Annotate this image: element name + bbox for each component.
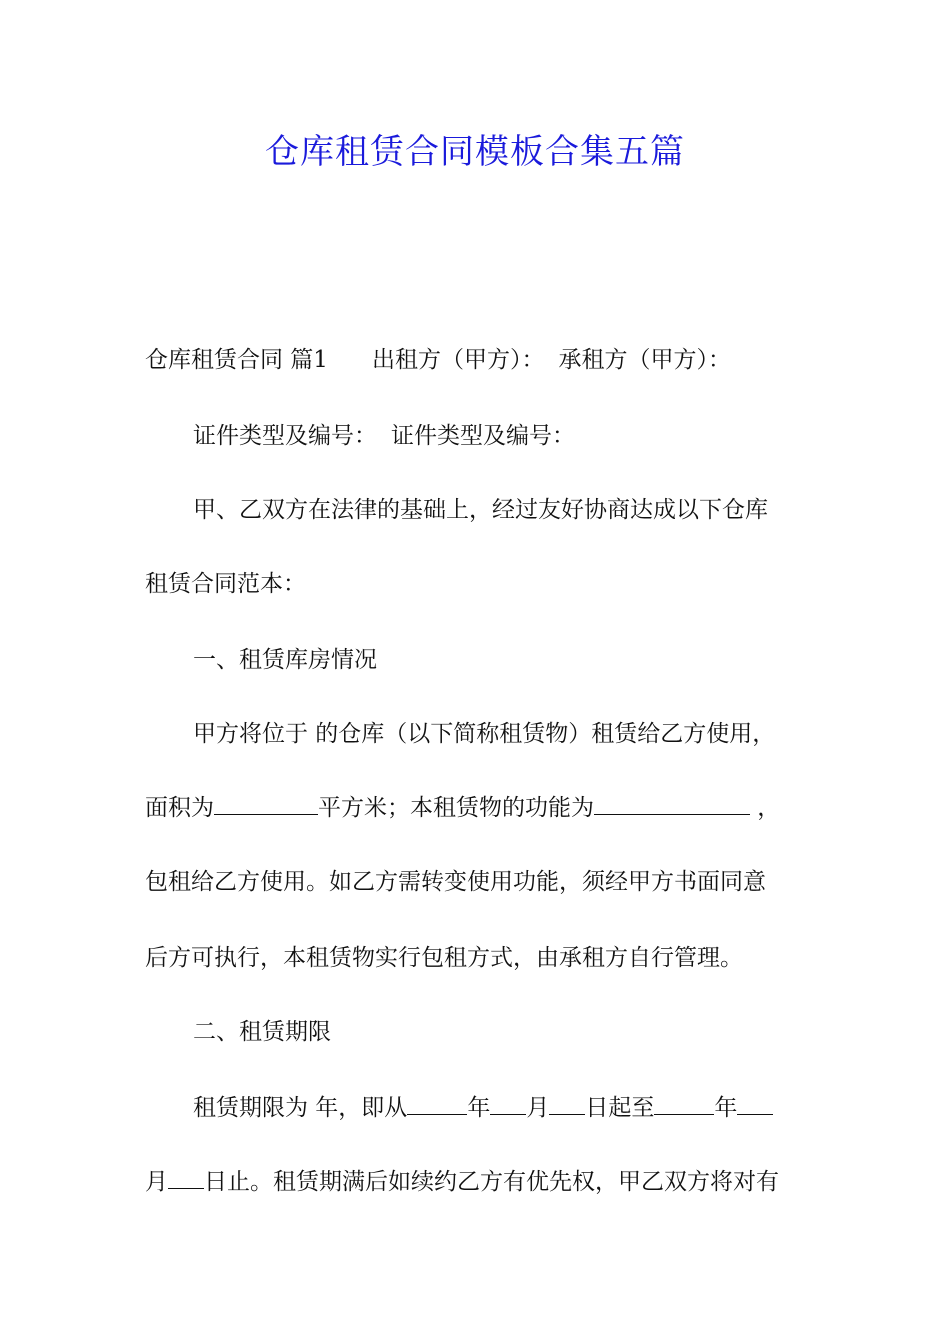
day-text-1: 日起至	[585, 1095, 655, 1121]
start-month-blank	[490, 1092, 526, 1115]
section1-line-1: 甲方将位于 的仓库（以下简称租赁物）租赁给乙方使用，	[193, 721, 776, 747]
section2-line-1	[193, 1090, 815, 1126]
area-label: 面积为	[145, 795, 214, 821]
year-text-1: 年	[467, 1095, 491, 1121]
year-text-2: 年	[714, 1095, 738, 1121]
section-heading-2: 二、租赁期限	[193, 1019, 331, 1045]
end-month-blank	[737, 1092, 773, 1115]
comma-text: ，	[750, 795, 781, 821]
intro-line-1: 甲、乙双方在法律的基础上，经过友好协商达成以下仓库	[193, 497, 768, 523]
term-label: 租赁期限为 年，即从	[193, 1095, 408, 1121]
start-year-blank	[407, 1092, 467, 1115]
section1-line-3: 包租给乙方使用。如乙方需转变使用功能，须经甲方书面同意	[145, 869, 766, 895]
document-title: 仓库租赁合同模板合集五篇	[265, 132, 685, 172]
start-day-blank	[549, 1092, 585, 1115]
area-blank	[214, 792, 318, 815]
section1-line-2	[145, 790, 815, 826]
month-text-2: 月	[145, 1169, 168, 1195]
section1-line-4: 后方可执行，本租赁物实行包租方式，由承租方自行管理。	[145, 945, 743, 971]
function-blank	[594, 792, 750, 815]
lessor-label: 出租方（甲方）：	[371, 347, 545, 373]
end-day-blank	[168, 1166, 204, 1189]
id-type-a: 证件类型及编号：	[193, 423, 377, 449]
function-label: 平方米；本租赁物的功能为	[318, 795, 594, 821]
section2-line-2	[145, 1164, 815, 1200]
id-line	[193, 418, 815, 454]
contract-heading: 仓库租赁合同 篇1	[145, 347, 328, 373]
term-end-text: 日止。租赁期满后如续约乙方有优先权，甲乙双方将对有	[204, 1169, 779, 1195]
month-text-1: 月	[526, 1095, 550, 1121]
lessee-label: 承租方（甲方）：	[558, 347, 731, 373]
end-year-blank	[654, 1092, 714, 1115]
contract-header-line	[145, 342, 815, 378]
id-type-b: 证件类型及编号：	[391, 423, 575, 449]
intro-line-2: 租赁合同范本：	[145, 571, 306, 597]
section-heading-1: 一、租赁库房情况	[193, 647, 377, 673]
